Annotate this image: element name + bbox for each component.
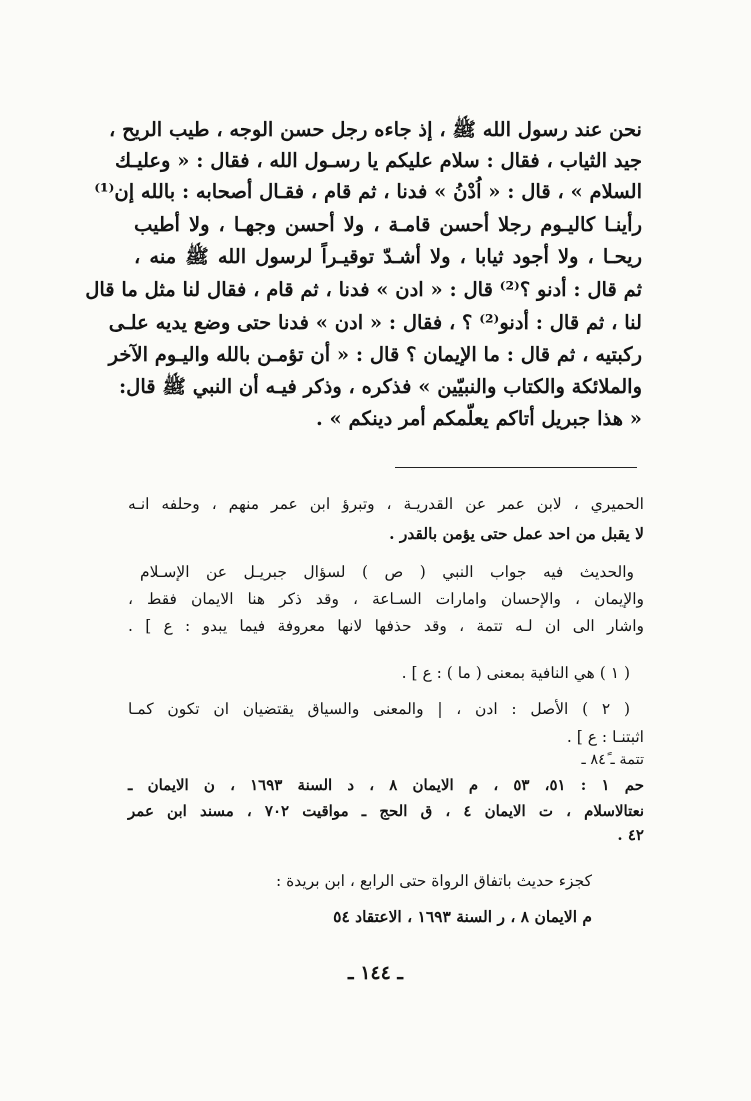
separator-rule — [395, 467, 637, 468]
takmila-heading: تتمة ـ ٨٤ً ـ — [581, 752, 644, 768]
main-text-line-9: والملائكة والكتاب والنبيّين » فذكره ، وذكر فيـه أن النبي ﷺ قال: — [118, 375, 642, 398]
commentary-line-1: الحميري ، لابن عمر عن القدريـة ، وتبرؤ ابن عمر منهم ، وحلفه انـه — [128, 495, 644, 513]
main-text-line-6: ثم قال : أدنو ؟⁽²⁾ قال : « ادن » فدنا ، ثم قام ، فقال لنا مثل ما قال — [85, 278, 642, 301]
takmila-line-1: حم ١ : ٥١، ٥٣ ، م الايمان ٨ ، د السنة ١٦٩٣ ، ن الايمان ـ — [128, 776, 645, 794]
main-text-line-5: ريحـا ، ولا أجود ثيابا ، ولا أشـدّ توقيـراً لرسول الله ﷺ منه ، — [134, 245, 642, 268]
main-text-line-1: نحن عند رسول الله ﷺ ، إذ جاءه رجل حسن الوجه ، طيب الريح ، — [108, 118, 642, 141]
commentary-line-5: واشار الى ان لـه تتمة ، وقد حذفها لانها معروفة فيما يبدو : ع ] . — [128, 617, 644, 635]
main-text-line-10: « هذا جبريل أتاكم يعلّمكم أمر دينكم » . — [315, 407, 642, 430]
takmila-line-3: ٤٢ . — [617, 826, 644, 844]
takmila-line-4: كجزء حديث باتفاق الرواة حتى الرابع ، ابن بريدة : — [276, 872, 592, 890]
main-text-line-2: جيد الثياب ، فقال : سلام عليكم يا رسـول الله ، فقال : « وعليـك — [114, 149, 642, 172]
main-text-line-7: لنا ، ثم قال : أدنو⁽²⁾ ؟ ، فقال : « ادن » فدنا حتى وضع يديه علـى — [108, 311, 642, 334]
commentary-line-2: لا يقبل من احد عمل حتى يؤمن بالقدر . — [389, 524, 644, 543]
footnote-2-line-2: اثبتنـا : ع ] . — [566, 728, 644, 746]
takmila-line-5: م الايمان ٨ ، ر السنة ١٦٩٣ ، الاعتقاد ٥٤ — [333, 907, 592, 926]
page-number: ـ ١٤٤ ـ — [348, 962, 403, 984]
footnote-2-line-1: ( ٢ ) الأصل : ادن ، | والمعنى والسياق يقتضيان ان تكون كمـا — [128, 700, 631, 718]
main-text-line-3: السلام » ، قال : « اُدْنُ » فدنا ، ثم قام ، فقـال أصحابه : بالله إن⁽¹⁾ — [94, 180, 642, 203]
main-text-line-4: رأينـا كاليـوم رجلا أحسن قامـة ، ولا أحسن وجهـا ، ولا أطيب — [134, 213, 642, 236]
takmila-line-2: نعتالاسلام ، ت الايمان ٤ ، ق الحج ـ مواقيت ٧٠٢ ، مسند ابن عمر — [128, 802, 645, 820]
commentary-line-3: والحديث فيه جواب النبي ( ص ) لسؤال جبريـل عن الإسـلام — [140, 563, 634, 581]
commentary-line-4: والإيمان ، والإحسان وامارات السـاعة ، وقد ذكر هنا الايمان فقط ، — [128, 590, 644, 608]
main-text-line-8: ركبتيه ، ثم قال : ما الإيمان ؟ قال : « أن تؤمـن بالله واليـوم الآخر — [108, 343, 642, 366]
footnote-1: ( ١ ) هي النافية بمعنى ( ما ) : ع ] . — [401, 664, 630, 682]
